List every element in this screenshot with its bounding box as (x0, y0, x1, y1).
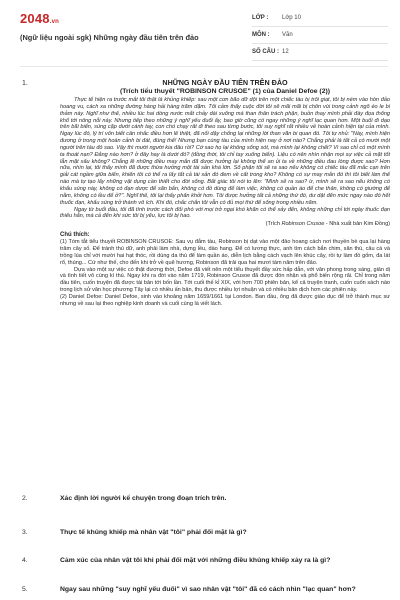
question-2[interactable] (22, 495, 390, 502)
question-number: 5. (22, 586, 28, 593)
meta-label-subject: MÔN : (252, 32, 270, 38)
notes-label: Chú thích: (60, 232, 90, 239)
question-number: 2. (22, 495, 28, 502)
meta-row-subject (252, 27, 388, 44)
site-logo[interactable] (20, 11, 59, 26)
question-text: Ngay sau những "suy nghĩ yếu đuối" vì sao nhân vật "tôi" đã có cách nhìn "lạc quan" hơn? (60, 586, 356, 593)
meta-value-subject: Văn (282, 32, 293, 38)
meta-value-class: Lớp 10 (282, 15, 301, 21)
passage-source (60, 221, 390, 228)
note-item: Dựa vào một sự việc có thật đương thời, Defoe đã viết nên một tiểu thuyết đầy sức hấp dẫn, với văn phong trong sáng, giản dị và tình tiết vô cùng kì thú. Ngay khi ra đời vào năm 1719, Robinson Crusoe đã được đón nhận và phổ biến rộng rãi. Chỉ trong năm đầu tiên, cuốn truyện đã được tái bản tới bốn lần. Tới cuối thế kỉ XIX, với hơn 700 phiên bản, kể cả truyện tranh, cuốn cuốn sách nào trong lịch sử văn học phương Tây lại có nhiều ấn bản, thu được nhiều lợi nhuận và có nhiều bản dịch hơn các phiên này. (60, 266, 390, 294)
passage-subtitle: (Trích tiểu thuyết "ROBINSON CRUSOE" (1) của Daniel Defoe (2)) (120, 88, 330, 95)
meta-row-count (252, 44, 388, 61)
page-header (0, 0, 400, 62)
question-4[interactable] (22, 557, 390, 564)
question-number: 3. (22, 529, 28, 536)
passage-body (60, 97, 390, 220)
question-text: Thực tế khủng khiếp mà nhân vật "tôi" phải đối mặt là gì? (60, 529, 247, 536)
note-item: (1) Tóm tắt tiểu thuyết ROBINSON CRUSOE: Sau vụ đắm tàu, Robinson bị dạt vào một đảo hoang cách nơi thuyền bè qua lại hàng trăm cây số. Để tránh thú dữ, anh phải làm nhà, dựng lều, dào hang. Để có lương thực, anh tìm cách bắn chim, săn thú, câu cá và trồng lúa chỉ với mười hai hạt thóc, rồi dùng da thú để làm quần áo, diễn lịch bằng cách vạch lên khúc cây, rồi tự làm đồ gốm, đa lát rổ, thúng... Cứ như thế, cho đến khi trở về quê hương, Robinson đã trải qua hai mươi tám năm trên đảo. (60, 239, 390, 266)
meta-label-count: SỐ CÂU : (252, 49, 279, 55)
passage-content (60, 78, 390, 308)
logo-main: 2048 (20, 11, 50, 26)
passage-paragraph: Ngay từ buổi đầu, tôi đã tính trước cách đối phó với mọi trở ngại khó khăn có thể xảy đến, không những chỉ tới ngày thuốc đạn thiếu hẳn, mà cả đến khi sức tôi bị yếu, lực tôi bị hao. (60, 206, 390, 220)
notes-body (60, 239, 390, 307)
page-subtitle: (Ngữ liệu ngoài sgk) Những ngày đầu tiên trên đảo (20, 33, 199, 42)
passage-title: NHỮNG NGÀY ĐẦU TIÊN TRÊN ĐẢO (162, 78, 288, 87)
question-text: Xác định lời người kể chuyện trong đoạn trích trên. (60, 495, 227, 502)
logo-suffix: .vn (49, 19, 60, 25)
source-book: Robinson Crusoe (281, 221, 325, 228)
passage-number: 1. (22, 80, 28, 87)
meta-table (252, 10, 388, 61)
note-item: (2) Daniel Defoe: Daniel Defoe, sinh vào khoảng năm 1659/1661 tại London. Ban đầu, ông đã được giáo dục để trở thành mục sư nhưng về sau lại theo nghiệp kinh doanh và cuối cùng là viết lách. (60, 293, 390, 307)
question-number: 4. (22, 557, 28, 564)
source-prefix: (Trích (265, 221, 282, 228)
meta-label-class: LỚP : (252, 15, 269, 21)
question-3[interactable] (22, 529, 390, 536)
meta-value-count: 12 (282, 49, 289, 55)
question-text: Cảm xúc của nhân vật tôi khi phải đối mặt với những điều khủng khiếp xảy ra là gì? (60, 557, 331, 564)
meta-row-class (252, 10, 388, 27)
question-5[interactable] (22, 586, 390, 593)
passage-paragraph: Thực tế hiện ra trước mắt tôi thật là khủng khiếp: sau một cơn bão dữ dội trên một chiếc tàu bị trôi giạt, tôi bị ném vào hòn đảo hoang vu, cách xa những đường hàng hải hàng trăm dặm. Tôi cảm thấy cuộc đời tôi sẽ mãi mãi bị chôn vùi trong cảnh ngõ éo le bi thảm này. Nghĩ như thế, nhiều lúc hai dòng nước mắt chảy dài xuống má than thân trách phận, buồn thay mình phải đày đọa thống khổ tới nông nỗi này. Nhưng tiếp theo những ý nghĩ yếu đuối ấy, bao giờ cũng có ngay những ý nghĩ lạc quan hơn. Một buổi đi dạo trên bãi biển, súng cặp dưới cánh tay, con chó chạy rất đi theo sau từng bước, tôi suy nghĩ rất nhiều về hoàn cảnh hiện tại của mình. Ngay lúc đó, lý trí vốn biết cân nhắc điều hơn lẽ thiệt, đã nổi dậy chống lại những lời than vãn bi quan đó. Tôi tự nhủ: "Này, mình hiện đương ở trong một hoàn cảnh bi đát, đúng thế! Nhưng bạn cùng tàu của mình hiện nay ở nơi nào? Chẳng phải là tất cả có mười một người trên tàu đó sao. Vậy thì mười người kia đâu rồi? Cớ sao họ lại không sống sót, mà mình lại không chết? Vì sao chỉ có một mình ta thoát nạn? Đằng nào hơn? ở đây hay là dưới đó? (đồng thời, tôi chỉ tay xuống biển). Liệu có nên nhìn nhận mọi sự việc cả mặt tốt lẫn mặt xấu không? Chẳng lẽ những điều may mắn đã được hưởng lại không thể an ủi ta về những điều đau lòng được sao? Hơn nữa, nhìn lại, tôi thấy mình đã được thừa hưởng một tài sản khá lớn. Số phận tôi sẽ ra sao nếu không có chiếc tàu đã mắc cạn trên giải cát ngầm giữa biển, khiến tôi có thể ra lấy tất cả tài sản đó đem về cất trong kho? Không có sự may mắn đó thì tôi biết làm thế nào mà tự tạo lấy những vật dụng cần thiết cho đời sống. Bất giác tôi nói to lên: "Mình sẽ ra sao? ừ, mình sẽ ra sao nếu không có khẩu súng này, không có đạn dược để săn bắn, không có đồ dùng để làm việc, không có quần áo để che thân, không có giường để nằm, không có lều để ở?". Nghĩ thế, tôi lại thấy phấn khởi hơn. Tôi được hưởng tất cả những thứ đó, dư dật đến mức ngay nào đó hết thuốc đạn, khẩu súng trở thành vô ích. Khi đó, chắc chắn tôi vẫn có đủ mọi thứ để sống trong nhiều năm. (60, 97, 390, 206)
source-publisher: - Nhà xuất bản Kim Đồng) (324, 221, 390, 228)
header-divider (20, 66, 388, 67)
